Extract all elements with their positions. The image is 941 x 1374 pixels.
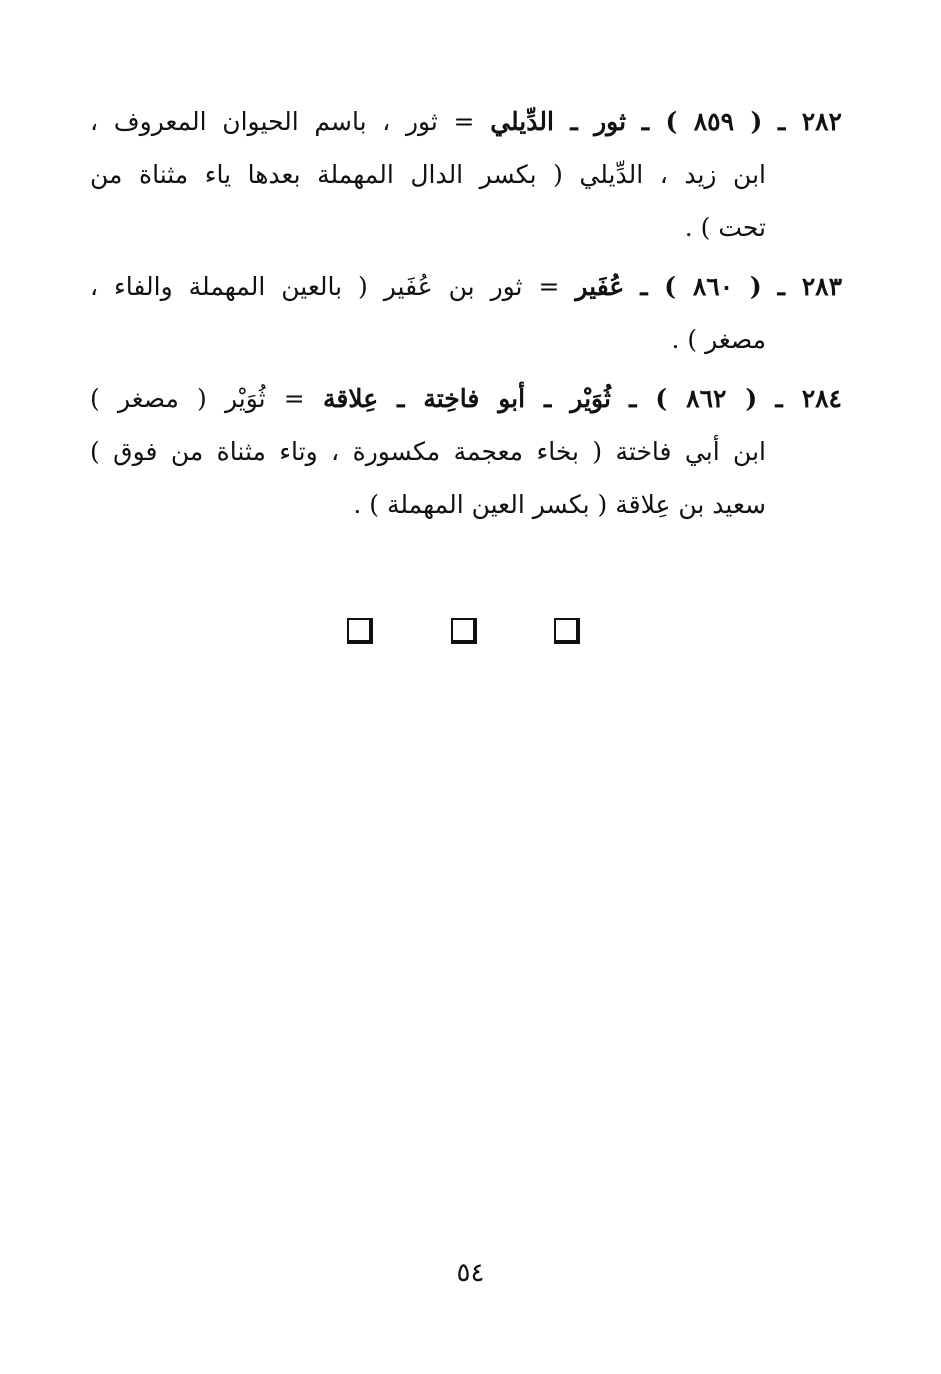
entry-first-line xyxy=(90,372,842,425)
square-ornament-icon xyxy=(347,618,373,644)
entry-text: = ثور ، باسم الحيوان المعروف ، xyxy=(90,107,475,136)
entry-line: تحت ) . xyxy=(684,213,766,242)
entry-line: مصغر ) . xyxy=(671,325,766,354)
entry-first-line xyxy=(90,95,842,148)
entry-number: ٢٨٢ ـ xyxy=(777,107,842,136)
entry-number: ٢٨٣ ـ xyxy=(777,272,843,301)
entry-first-line xyxy=(90,260,842,313)
entry-text: = ثُوَيْر ( مصغر ) xyxy=(90,384,305,413)
entry-line: ابن زيد ، الدِّيلي ( بكسر الدال المهملة بعدها ياء مثناة من xyxy=(90,160,766,189)
entry-reference: ( ٨٦٠ ) ـ xyxy=(640,272,762,301)
entry-headword: ثُوَيْر ـ أبو فاخِتة ـ عِلاقة xyxy=(322,384,611,413)
entry-284 xyxy=(90,372,842,531)
entry-reference: ( ٨٥٩ ) ـ xyxy=(641,107,763,136)
entry-headword: ثور ـ الدِّيلي xyxy=(490,107,627,136)
square-ornament-icon xyxy=(554,618,580,644)
entry-line: سعيد بن عِلاقة ( بكسر العين المهملة ) . xyxy=(353,490,766,519)
entry-reference: ( ٨٦٢ ) ـ xyxy=(629,384,758,413)
page-number: ٥٤ xyxy=(456,1258,485,1288)
entry-headword: عُفَير xyxy=(575,272,625,301)
entry-283 xyxy=(90,260,842,366)
entries-list xyxy=(90,95,842,537)
entry-number: ٢٨٤ ـ xyxy=(775,384,842,413)
entry-text: = ثور بن عُفَير ( بالعين المهملة والفاء ، xyxy=(90,272,560,301)
entry-282 xyxy=(90,95,842,254)
square-ornament-icon xyxy=(451,618,477,644)
section-end-ornaments xyxy=(0,618,941,648)
entry-line: ابن أبي فاختة ( بخاء معجمة مكسورة ، وتاء مثناة من فوق ) xyxy=(90,437,766,466)
